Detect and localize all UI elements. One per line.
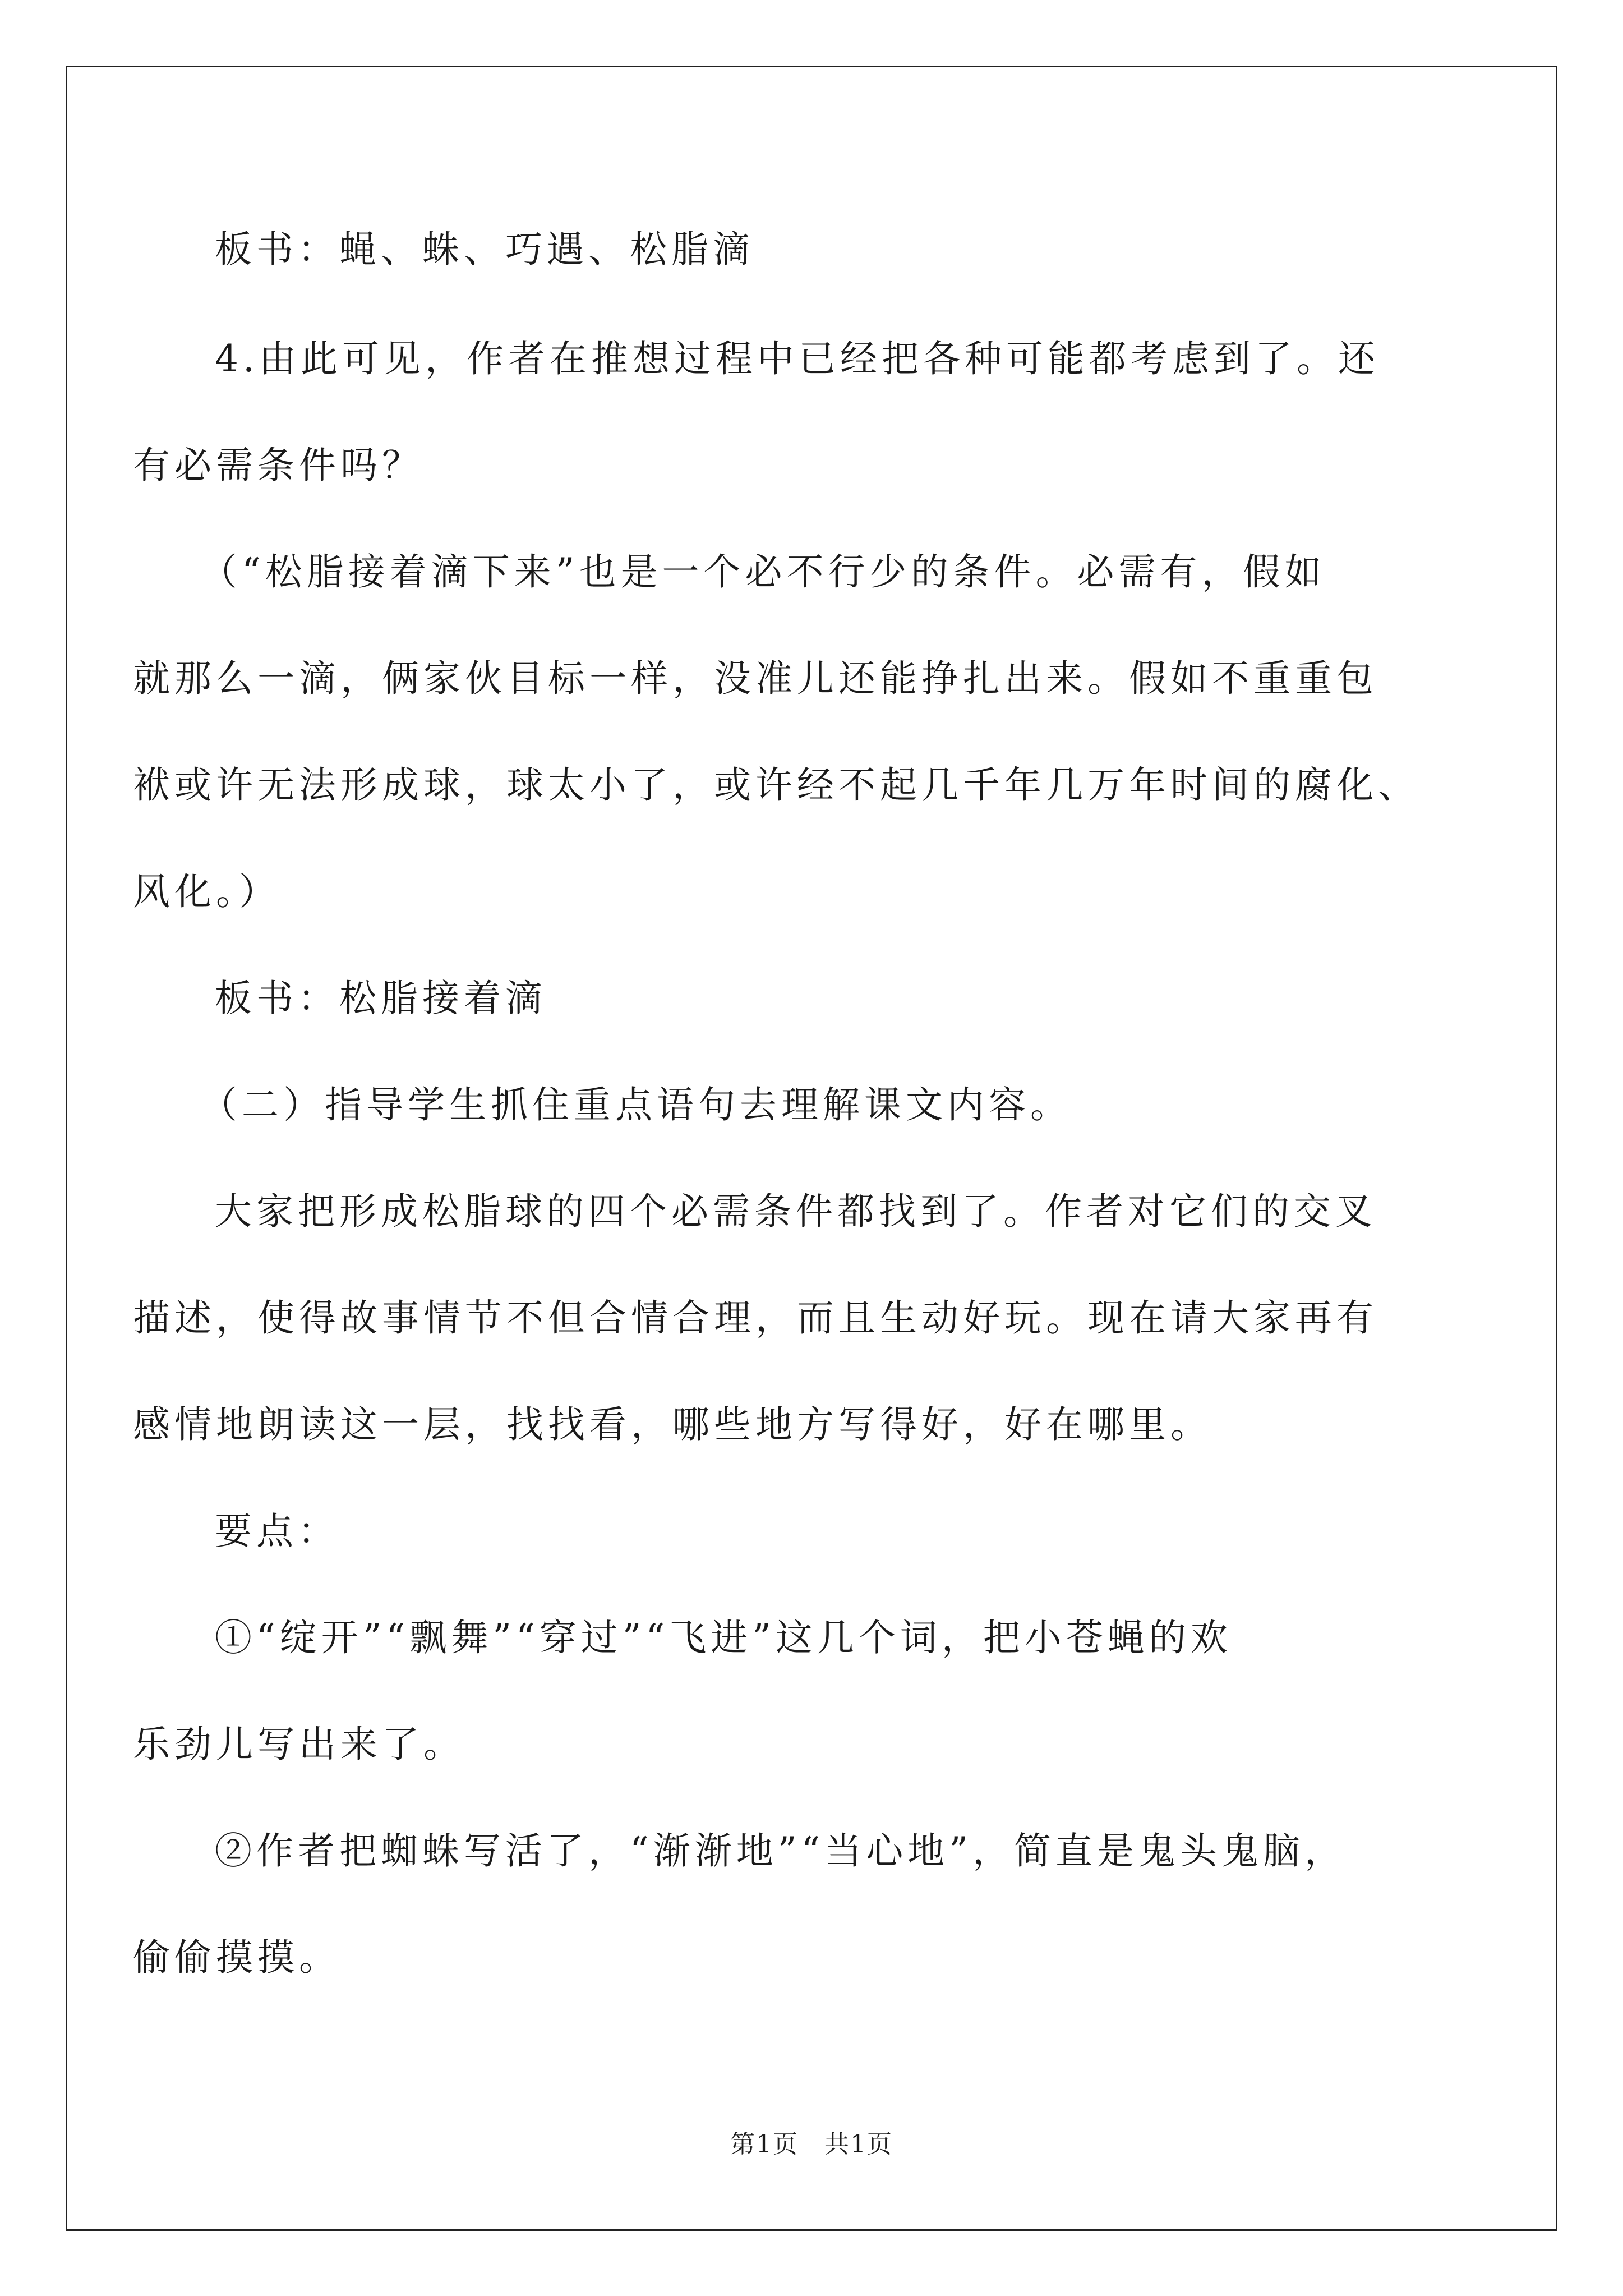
text-line: （二）指导学生抓住重点语句去理解课文内容。 bbox=[200, 1083, 1072, 1126]
text-line: 就那么一滴，俩家伙目标一样，没准儿还能挣扎出来。假如不重重包 bbox=[133, 657, 1378, 700]
text-line: 4.由此可见，作者在推想过程中已经把各种可能都考虑到了。还 bbox=[215, 337, 1380, 380]
page-border bbox=[66, 66, 1557, 2231]
text-line: 风化。） bbox=[133, 870, 280, 913]
text-line: ②作者把蜘蛛写活了，“渐渐地”“当心地”，简直是鬼头鬼脑， bbox=[215, 1829, 1346, 1872]
page-number-footer: 第1页 共1页 bbox=[730, 2130, 893, 2159]
text-line: 大家把形成松脂球的四个必需条件都找到了。作者对它们的交叉 bbox=[215, 1190, 1377, 1233]
text-line: 感情地朗读这一层，找找看，哪些地方写得好，好在哪里。 bbox=[133, 1403, 1212, 1446]
text-line: ①“绽开”“飘舞”“穿过”“飞进”这几个词，把小苍蝇的欢 bbox=[215, 1616, 1232, 1659]
text-line: 袱或许无法形成球，球太小了，或许经不起几千年几万年时间的腐化、 bbox=[133, 763, 1419, 807]
text-line: 偷偷摸摸。 bbox=[133, 1936, 340, 1979]
text-line: （“松脂接着滴下来”也是一个必不行少的条件。必需有，假如 bbox=[200, 550, 1326, 593]
text-line: 乐劲儿写出来了。 bbox=[133, 1723, 465, 1766]
text-line: 要点： bbox=[215, 1510, 339, 1553]
text-line: 描述，使得故事情节不但合情合理，而且生动好玩。现在请大家再有 bbox=[133, 1296, 1378, 1340]
text-line: 板书：蝇、蛛、巧遇、松脂滴 bbox=[215, 228, 754, 271]
text-line: 板书：松脂接着滴 bbox=[215, 977, 547, 1020]
text-line: 有必需条件吗？ bbox=[133, 444, 423, 487]
